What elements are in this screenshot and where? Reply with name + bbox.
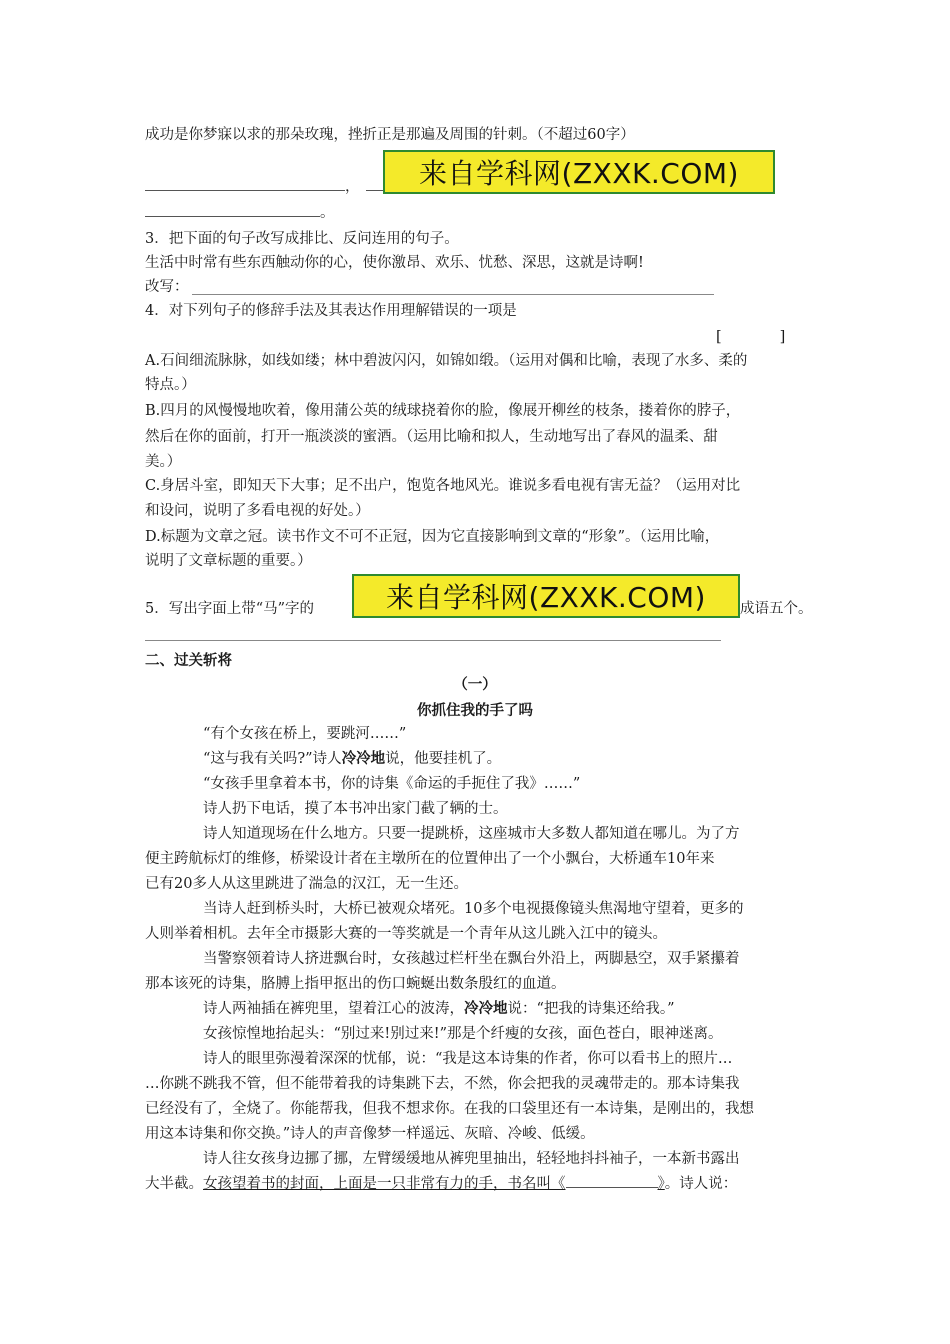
q4-option-d-line2: 说明了文章标题的重要。） <box>145 553 312 569</box>
period: 。 <box>320 205 335 221</box>
story-p5-line3: 已有20多人从这里跳进了湍急的汉江，无一生还。 <box>145 876 468 892</box>
q3-answer-line[interactable] <box>192 294 714 295</box>
q3-rewrite <box>145 276 189 298</box>
answer-line-2 <box>145 202 335 224</box>
book-title-blank[interactable] <box>566 1173 658 1188</box>
story-p1: “有个女孩在桥上，要跳河……” <box>203 726 407 742</box>
story-p6-line2: 人则举着相机。去年全市摄影大赛的一等奖就是一个青年从这儿跳入江中的镜头。 <box>145 926 667 942</box>
q4-option-c-line2: 和设问，说明了多看电视的好处。） <box>145 503 370 519</box>
comma: ， <box>345 179 360 195</box>
story-p10-line1: 诗人的眼里弥漫着深深的忧郁，说：“我是这本诗集的作者，你可以看书上的照片… <box>203 1051 733 1067</box>
q4-bracket[interactable]: [ ] <box>716 329 786 345</box>
story-p11-close: 》 <box>657 1176 665 1192</box>
story-p2-c: 说，他要挂机了。 <box>385 751 502 767</box>
story-p9: 女孩惊惶地抬起头：“别过来!别过来!”那是个纤瘦的女孩，面色苍白，眼神迷离。 <box>203 1026 723 1042</box>
blank-3[interactable] <box>145 202 320 217</box>
q5-suffix: 成语五个。 <box>740 601 813 617</box>
story-p8-bold: 冷冷地 <box>464 1001 508 1017</box>
story-p7-line2: 那本该死的诗集，胳膊上指甲抠出的伤口蜿蜒出数条殷红的血道。 <box>145 976 566 992</box>
q4-option-c-line1: C.身居斗室，即知天下大事；足不出户，饱览各地风光。谁说多看电视有害无益？（运用对比 <box>145 478 741 494</box>
story-p11-pre: 大半截。 <box>145 1176 203 1192</box>
story-p10-line2: …你跳不跳我不管，但不能带着我的诗集跳下去，不然，你会把我的灵魂带走的。那本诗集我 <box>145 1076 740 1092</box>
story-p10-line3: 已经没有了，全烧了。你能帮我，但我不想求你。在我的口袋里还有一本诗集，是刚出的，我想 <box>145 1101 754 1117</box>
story-p11-line1: 诗人往女孩身边挪了挪，左臂缓缓地从裤兜里抽出，轻轻地抖抖袖子，一本新书露出 <box>203 1151 740 1167</box>
story-p11-post: 。诗人说： <box>664 1176 738 1192</box>
q3-title: 3．把下面的句子改写成排比、反问连用的句子。 <box>145 231 459 247</box>
story-p10-line4: 用这本诗集和你交换。”诗人的声音像梦一样遥远、灰暗、冷峻、低缓。 <box>145 1126 595 1142</box>
story-p6-line1: 当诗人赶到桥头时，大桥已被观众堵死。10多个电视摄像镜头焦渴地守望着，更多的 <box>203 901 744 917</box>
story-p11-underlined: 女孩望着书的封面，上面是一只非常有力的手，书名叫《 <box>203 1176 566 1192</box>
story-p3: “女孩手里拿着本书，你的诗集《命运的手扼住了我》……” <box>203 776 581 792</box>
story-p8-c: 说：“把我的诗集还给我。” <box>507 1001 675 1017</box>
top-line1: 成功是你梦寐以求的那朵玫瑰，挫折正是那遍及周围的针刺。（不超过60字） <box>145 127 635 143</box>
story-p2-bold: 冷冷地 <box>341 751 386 767</box>
q4-option-a-line2: 特点。） <box>145 377 196 393</box>
answer-line-1 <box>145 176 388 198</box>
story-title: 你抓住我的手了吗 <box>417 703 533 719</box>
story-p8-a: 诗人两袖插在裤兜里，望着江心的波涛， <box>203 1001 464 1017</box>
story-p7-line1: 当警察领着诗人挤进飘台时，女孩越过栏杆坐在飘台外沿上，两脚悬空，双手紧攥着 <box>203 951 740 967</box>
section2-title: 二、过关斩将 <box>145 653 232 669</box>
q4-option-d-line1: D.标题为文章之冠。读书作文不可不正冠，因为它直接影响到文章的“形象”。（运用比喻， <box>145 529 720 545</box>
q4-option-b-line2: 然后在你的面前，打开一瓶淡淡的蜜酒。（运用比喻和拟人，生动地写出了春风的温柔、甜 <box>145 429 718 445</box>
story-p5-line1: 诗人知道现场在什么地方。只要一提跳桥，这座城市大多数人都知道在哪儿。为了方 <box>203 826 740 842</box>
q4-option-b-line1: B.四月的风慢慢地吹着，像用蒲公英的绒球挠着你的脸，像展开柳丝的枝条，搂着你的脖子， <box>145 403 741 419</box>
q3-sentence: 生活中时常有些东西触动你的心，使你激昂、欢乐、忧愁、深思，这就是诗啊! <box>145 255 644 271</box>
part-number: （一） <box>453 677 497 693</box>
story-p2-a: “这与我有关吗?”诗人 <box>203 751 342 767</box>
blank-1[interactable] <box>145 176 345 191</box>
story-p8 <box>203 998 675 1020</box>
q5-answer-line[interactable] <box>145 640 721 641</box>
q3-rewrite-label: 改写： <box>145 279 189 295</box>
story-p11-line2 <box>145 1173 737 1195</box>
story-p2 <box>203 748 501 770</box>
watermark-banner-2: 来自学科网(ZXXK.COM) <box>352 574 740 618</box>
q4-option-b-line3: 美。） <box>145 454 182 470</box>
watermark-banner: 来自学科网(ZXXK.COM) <box>383 150 775 194</box>
story-p5-line2: 便主跨航标灯的维修，桥梁设计者在主墩所在的位置伸出了一个小飘台，大桥通车10年来 <box>145 851 715 867</box>
story-p4: 诗人扔下电话，摸了本书冲出家门截了辆的士。 <box>203 801 508 817</box>
q5-prefix: 5．写出字面上带“马”字的 <box>145 601 315 617</box>
q4-option-a-line1: A.石间细流脉脉，如线如缕；林中碧波闪闪，如锦如缎。（运用对偶和比喻，表现了水多、柔的 <box>145 353 748 369</box>
q4-title: 4．对下列句子的修辞手法及其表达作用理解错误的一项是 <box>145 303 517 319</box>
